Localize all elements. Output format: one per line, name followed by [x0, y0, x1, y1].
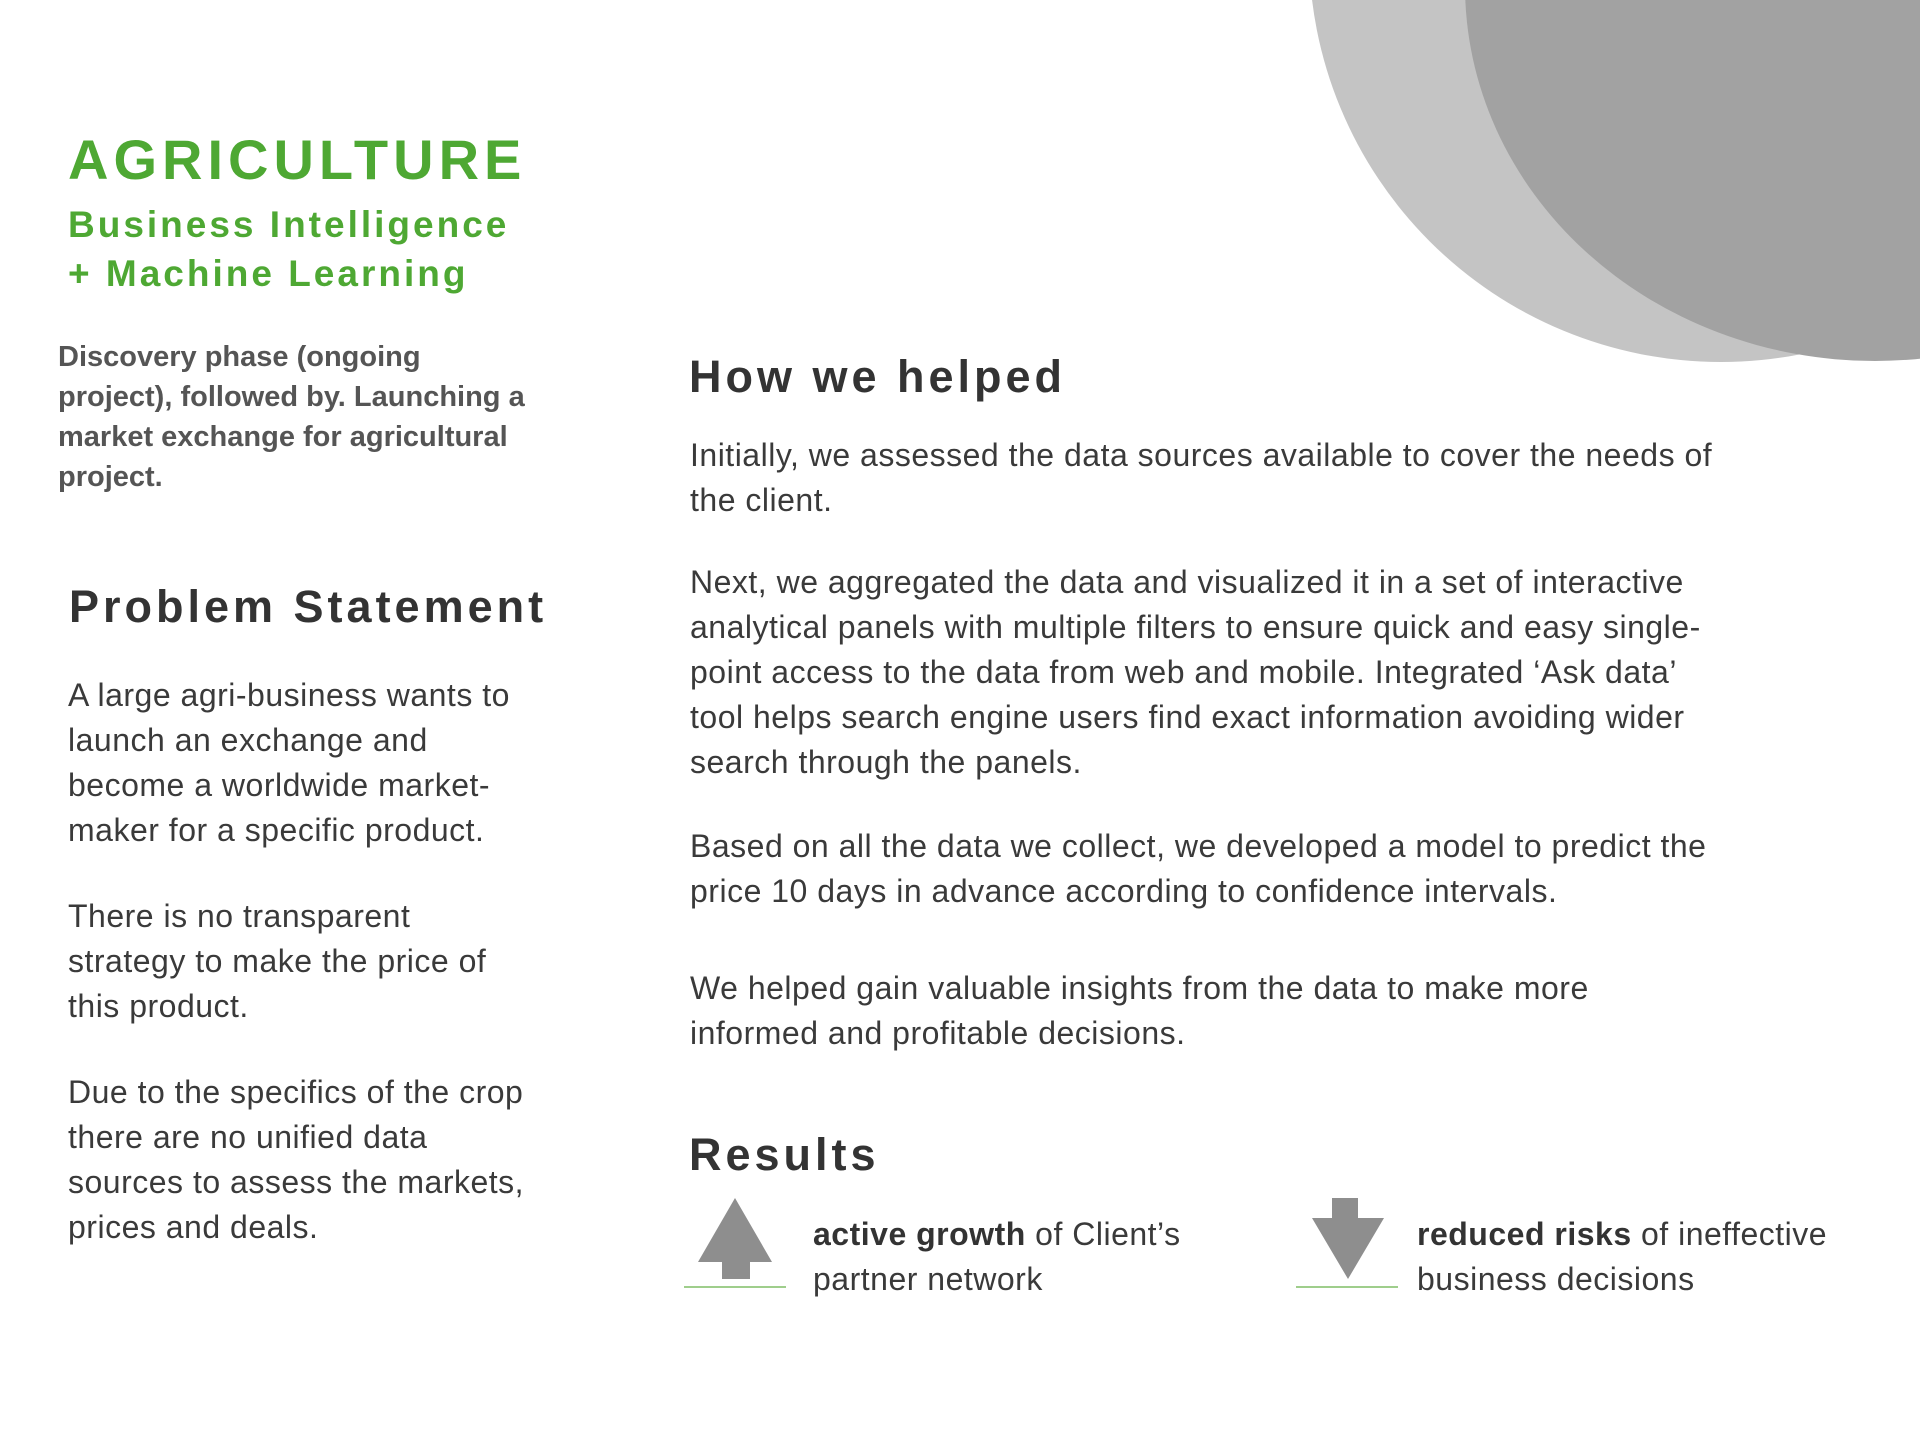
text-line: sources to assess the markets, [68, 1164, 525, 1200]
text-line: informed and profitable decisions. [690, 1015, 1186, 1051]
subtitle-line: + Machine Learning [68, 253, 469, 294]
text-line: launch an exchange and [68, 722, 428, 758]
result-rest: of Client’s [1025, 1216, 1181, 1252]
text-line: analytical panels with multiple filters to ensure quick and easy single- [690, 609, 1701, 645]
project-phase-text [58, 337, 598, 497]
text-line: there are no unified data [68, 1119, 428, 1155]
arrow-down-icon [1296, 1198, 1400, 1290]
result-text [813, 1212, 1333, 1302]
helped-paragraph-4 [690, 966, 1830, 1056]
problem-paragraph-3 [68, 1070, 588, 1250]
text-line: Based on all the data we collect, we developed a model to predict the [690, 828, 1707, 864]
results-heading: Results [689, 1129, 880, 1180]
text-line: Next, we aggregated the data and visualized it in a set of interactive [690, 564, 1684, 600]
text-line: maker for a specific product. [68, 812, 485, 848]
phase-line: project. [58, 461, 163, 493]
text-line: We helped gain valuable insights from the data to make more [690, 970, 1589, 1006]
helped-paragraph-2 [690, 560, 1830, 785]
result-line-2: business decisions [1417, 1261, 1695, 1297]
text-line: price 10 days in advance according to confidence intervals. [690, 873, 1558, 909]
result-text [1417, 1212, 1920, 1302]
problem-paragraph-1 [68, 673, 588, 853]
text-line: point access to the data from web and mobile. Integrated ‘Ask data’ [690, 654, 1677, 690]
text-line: search through the panels. [690, 744, 1082, 780]
text-line: this product. [68, 988, 249, 1024]
phase-line: project), followed by. Launching a [58, 381, 525, 413]
page-subtitle [68, 200, 509, 298]
text-line: Due to the specifics of the crop [68, 1074, 524, 1110]
phase-line: Discovery phase (ongoing [58, 341, 421, 373]
text-line: the client. [690, 482, 833, 518]
problem-paragraph-2 [68, 894, 588, 1029]
text-line: tool helps search engine users find exact information avoiding wider [690, 699, 1685, 735]
phase-line: market exchange for agricultural [58, 421, 508, 453]
helped-paragraph-1 [690, 433, 1830, 523]
result-highlight: active growth [813, 1216, 1026, 1252]
helped-paragraph-3 [690, 824, 1830, 914]
text-line: There is no transparent [68, 898, 411, 934]
arrow-up-icon [683, 1198, 787, 1290]
problem-statement-heading: Problem Statement [69, 581, 548, 632]
result-line-2: partner network [813, 1261, 1043, 1297]
text-line: Initially, we assessed the data sources available to cover the needs of [690, 437, 1713, 473]
how-we-helped-heading: How we helped [689, 351, 1067, 402]
text-line: become a worldwide market- [68, 767, 491, 803]
text-line: A large agri-business wants to [68, 677, 510, 713]
subtitle-line: Business Intelligence [68, 204, 510, 245]
result-highlight: reduced risks [1417, 1216, 1632, 1252]
text-line: prices and deals. [68, 1209, 319, 1245]
page-title: AGRICULTURE [68, 128, 527, 191]
result-rest: of ineffective [1631, 1216, 1828, 1252]
text-line: strategy to make the price of [68, 943, 487, 979]
